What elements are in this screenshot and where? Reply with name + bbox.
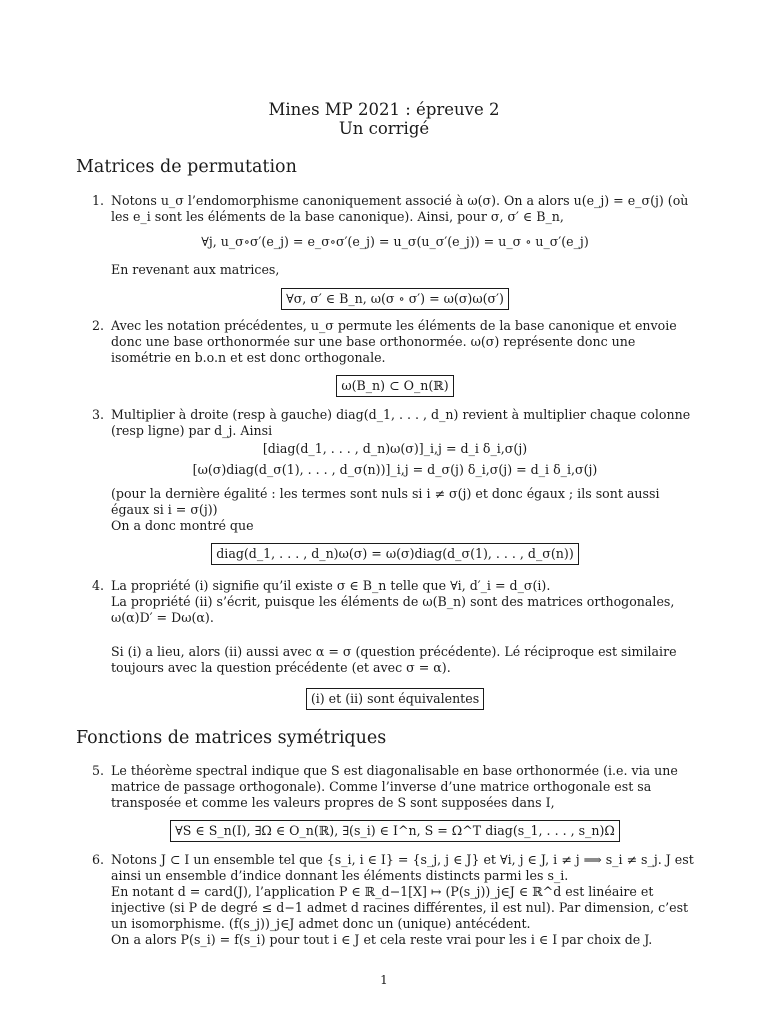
document-subtitle: Un corrigé — [338, 119, 430, 138]
question-number: 5. — [92, 763, 105, 778]
question-4-text — [92, 644, 698, 676]
page-number: 1 — [380, 973, 388, 987]
paragraph: Notons u_σ l’endomorphisme canoniquement associé à ω(σ). On a alors u(e_j) = e_σ(j) (où les e_i sont les éléments de la base canonique). Ainsi, pour σ, σ′ ∈ B_n, — [111, 193, 689, 224]
document-title: Mines MP 2021 : épreuve 2 — [268, 100, 500, 119]
question-1-text — [92, 262, 698, 278]
equation: [ω(σ)diag(d_σ(1), . . . , d_σ(n))]_i,j = d_σ(j) δ_i,σ(j) = d_i δ_i,σ(j) — [192, 462, 598, 477]
boxed-result-container — [92, 688, 698, 710]
paragraph: La propriété (ii) s’écrit, puisque les éléments de ω(B_n) sont des matrices orthogonales, ω(α)D′ = Dω(α). — [111, 594, 675, 625]
equation: [diag(d_1, . . . , d_n)ω(σ)]_i,j = d_i δ_i,σ(j) — [262, 441, 528, 456]
question-2 — [92, 318, 698, 366]
paragraph: Notons J ⊂ I un ensemble tel que {s_i, i ∈ I} = {s_j, j ∈ J} et ∀i, j ∈ J, i ≠ j ⟹ s_i ≠ s_j. J est ainsi un ensemble d’indice donnant les éléments distincts parmi les s_i. — [111, 852, 694, 883]
question-number: 3. — [92, 407, 105, 422]
boxed-result: ω(B_n) ⊂ O_n(ℝ) — [336, 375, 453, 397]
boxed-result-container — [92, 543, 698, 565]
question-number: 1. — [92, 193, 105, 208]
question-3 — [92, 407, 698, 439]
question-3-text — [92, 486, 698, 534]
question-1 — [92, 193, 698, 225]
paragraph: Avec les notation précédentes, u_σ permute les éléments de la base canonique et envoie donc une base orthonormée sur une base orthonormée. ω(σ) représente donc une isométrie en b.o.n et est donc orthogonale. — [111, 318, 677, 365]
boxed-result: diag(d_1, . . . , d_n)ω(σ) = ω(σ)diag(d_σ(1), . . . , d_σ(n)) — [211, 543, 579, 565]
paragraph: Multiplier à droite (resp à gauche) diag(d_1, . . . , d_n) revient à multiplier chaque colonne (resp ligne) par d_j. Ainsi — [111, 407, 691, 438]
question-number: 2. — [92, 318, 105, 333]
question-6 — [92, 852, 698, 948]
boxed-result-container — [92, 820, 698, 842]
paragraph: En notant d = card(J), l’application P ∈ ℝ_d−1[X] ↦ (P(s_j))_j∈J ∈ ℝ^d est linéaire et injective (si P de degré ≤ d−1 admet d racines différentes, il est nul). Par dimension, c’est un isomorphisme. (f(s_j))_j∈J admet donc un (unique) antécédent. — [111, 884, 689, 931]
paragraph: La propriété (i) signifie qu’il existe σ ∈ B_n telle que ∀i, d′_i = d_σ(i). — [111, 578, 551, 593]
section-heading-symmetric: Fonctions de matrices symétriques — [76, 728, 387, 748]
paragraph: On a donc montré que — [111, 518, 254, 533]
question-number: 4. — [92, 578, 105, 593]
boxed-result: ∀S ∈ S_n(I), ∃Ω ∈ O_n(ℝ), ∃(s_i) ∈ I^n, S = Ω^T diag(s_1, . . . , s_n)Ω — [170, 820, 620, 842]
boxed-result-container — [92, 375, 698, 397]
question-4 — [92, 578, 698, 626]
boxed-result: ∀σ, σ′ ∈ B_n, ω(σ ∘ σ′) = ω(σ)ω(σ′) — [281, 288, 509, 310]
paragraph: En revenant aux matrices, — [111, 262, 280, 277]
paragraph: (pour la dernière égalité : les termes sont nuls si i ≠ σ(j) et donc égaux ; ils sont aussi égaux si i = σ(j)) — [111, 486, 660, 517]
paragraph: Si (i) a lieu, alors (ii) aussi avec α = σ (question précédente). Lé réciproque est similaire toujours avec la question précédente (et avec σ = α). — [111, 644, 677, 675]
equation: ∀j, u_σ∘σ′(e_j) = e_σ∘σ′(e_j) = u_σ(u_σ′(e_j)) = u_σ ∘ u_σ′(e_j) — [201, 234, 589, 249]
question-number: 6. — [92, 852, 105, 867]
boxed-result: (i) et (ii) sont équivalentes — [306, 688, 484, 710]
boxed-result-container — [92, 288, 698, 310]
paragraph: Le théorème spectral indique que S est diagonalisable en base orthonormée (i.e. via une matrice de passage orthogonale). Comme l’inverse d’une matrice orthogonale est sa transposée et comme les valeurs propres de S sont supposées dans I, — [111, 763, 678, 810]
paragraph: On a alors P(s_i) = f(s_i) pour tout i ∈ J et cela reste vrai pour les i ∈ I par choix de J. — [111, 932, 653, 947]
question-5 — [92, 763, 698, 811]
section-heading-permutation: Matrices de permutation — [76, 157, 297, 177]
